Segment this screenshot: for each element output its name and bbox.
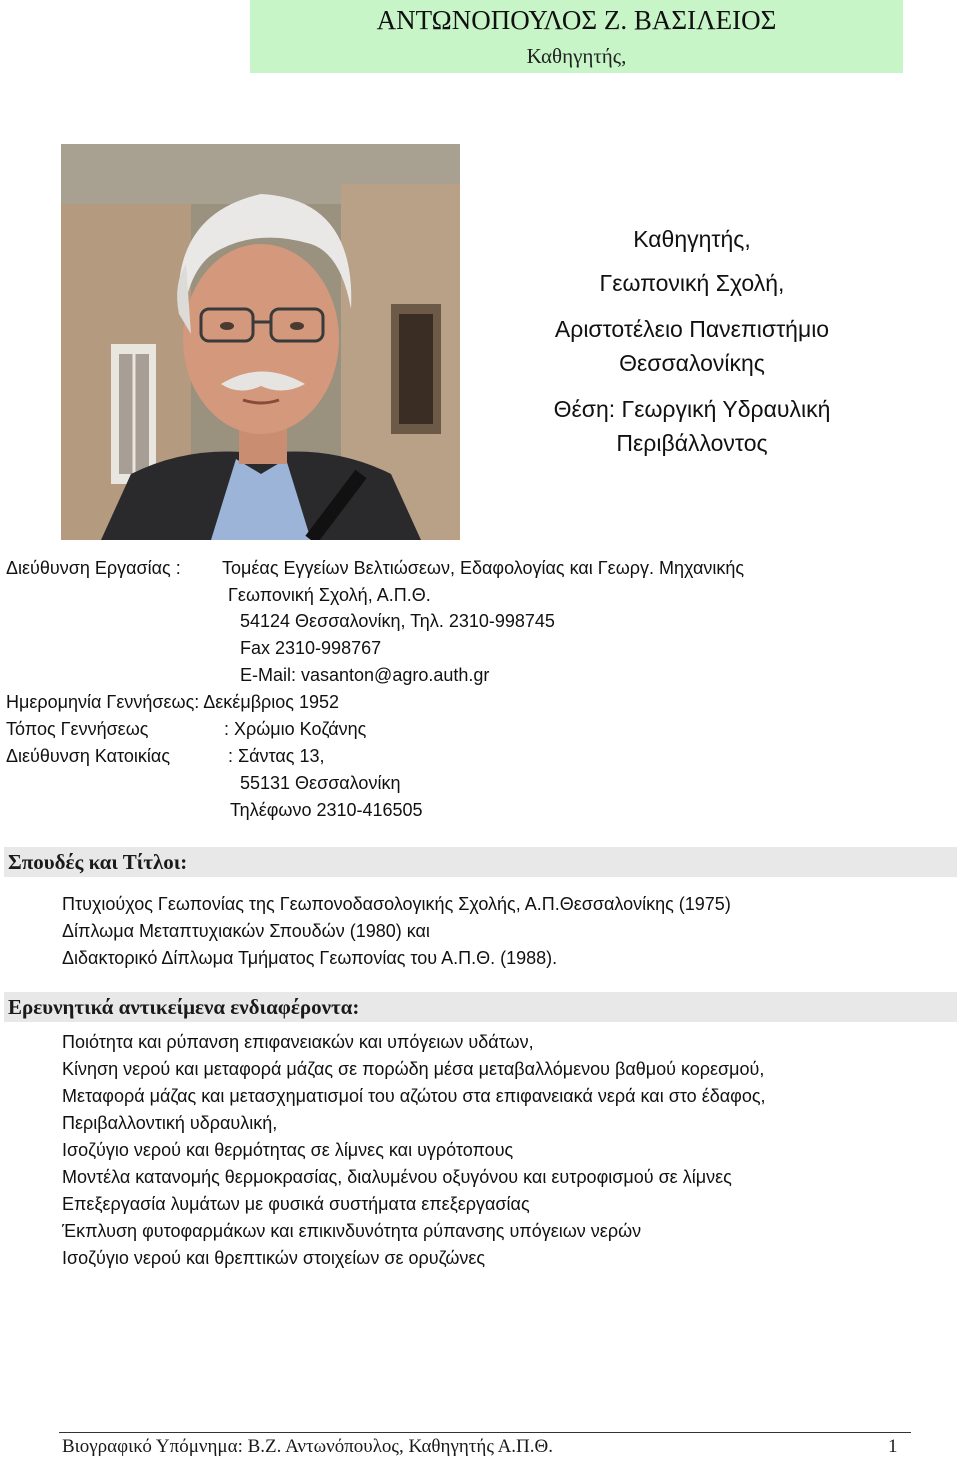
work-fax: Fax 2310-998767 [240, 638, 382, 658]
header-subtitle: Καθηγητής, [526, 44, 627, 68]
birth-place-label: Τόπος Γεννήσεως [6, 719, 149, 739]
aff-school: Γεωπονική Σχολή, [599, 270, 785, 296]
birth-date: Ημερομηνία Γεννήσεως: Δεκέμβριος 1952 [6, 692, 340, 712]
person-name: ΑΝΤΩΝΟΠΟΥΛΟΣ Ζ. ΒΑΣΙΛΕΙΟΣ [376, 5, 777, 35]
work-address-label: Διεύθυνση Εργασίας : [6, 558, 181, 578]
aff-position: Θέση: Γεωργική Υδραυλική [553, 396, 831, 422]
work-address-line-3: 54124 Θεσσαλονίκη, Τηλ. 2310-998745 [240, 611, 555, 631]
research-item: Κίνηση νερού και μεταφορά μάζας σε πορώδη μέσα μεταβαλλόμενου βαθμού κορεσμού, [62, 1059, 765, 1079]
research-heading: Ερευνητικά αντικείμενα ενδιαφέροντα: [4, 992, 957, 1022]
research-item: Περιβαλλοντική υδραυλική, [62, 1113, 278, 1133]
research-item: Ισοζύγιο νερού και θερμότητας σε λίμνες και υγρότοπους [62, 1140, 514, 1160]
work-address-line-1: Τομέας Εγγείων Βελτιώσεων, Εδαφολογίας και Γεωργ. Μηχανικής [222, 558, 745, 578]
work-address-line-2: Γεωπονική Σχολή, Α.Π.Θ. [228, 585, 431, 605]
aff-city: Θεσσαλονίκης [619, 350, 765, 376]
birth-place-value: : Χρώμιο Κοζάνης [224, 719, 367, 739]
studies-item: Διδακτορικό Δίπλωμα Τμήματος Γεωπονίας του Α.Π.Θ. (1988). [62, 948, 558, 968]
footer-rule [59, 1432, 911, 1433]
home-address-line-1: : Σάντας 13, [228, 746, 325, 766]
footer-text: Βιογραφικό Υπόμνημα: Β.Ζ. Αντωνόπουλος, Καθηγητής Α.Π.Θ. [62, 1436, 553, 1457]
studies-item: Δίπλωμα Μεταπτυχιακών Σπουδών (1980) και [62, 921, 430, 941]
aff-title: Καθηγητής, [633, 226, 751, 252]
header-banner [250, 0, 903, 73]
studies-item: Πτυχιούχος Γεωπονίας της Γεωπονοδασολογικής Σχολής, Α.Π.Θεσσαλονίκης (1975) [62, 894, 731, 914]
home-address-line-2: 55131 Θεσσαλονίκη [240, 773, 401, 793]
aff-position-cont: Περιβάλλοντος [616, 430, 768, 456]
research-item: Έκπλυση φυτοφαρμάκων και επικινδυνότητα ρύπανσης υπόγειων νερών [62, 1221, 642, 1241]
research-item: Μοντέλα κατανομής θερμοκρασίας, διαλυμένου οξυγόνου και ευτροφισμού σε λίμνες [62, 1167, 732, 1187]
home-address-label: Διεύθυνση Κατοικίας [6, 746, 171, 766]
aff-university: Αριστοτέλειο Πανεπιστήμιο [554, 316, 830, 342]
work-email: E-Mail: vasanton@agro.auth.gr [240, 665, 490, 685]
portrait-photo [61, 144, 460, 540]
page-number: 1 [888, 1436, 898, 1457]
research-item: Ποιότητα και ρύπανση επιφανειακών και υπόγειων υδάτων, [62, 1032, 534, 1052]
portrait-illustration [61, 144, 460, 540]
research-item: Μεταφορά μάζας και μετασχηματισμοί του αζώτου στα επιφανειακά νερά και στο έδαφος, [62, 1086, 766, 1106]
home-phone: Τηλέφωνο 2310-416505 [230, 800, 423, 820]
research-item: Ισοζύγιο νερού και θρεπτικών στοιχείων σε ορυζώνες [62, 1248, 486, 1268]
research-item: Επεξεργασία λυμάτων με φυσικά συστήματα επεξεργασίας [62, 1194, 530, 1214]
studies-heading: Σπουδές και Τίτλοι: [4, 847, 957, 877]
